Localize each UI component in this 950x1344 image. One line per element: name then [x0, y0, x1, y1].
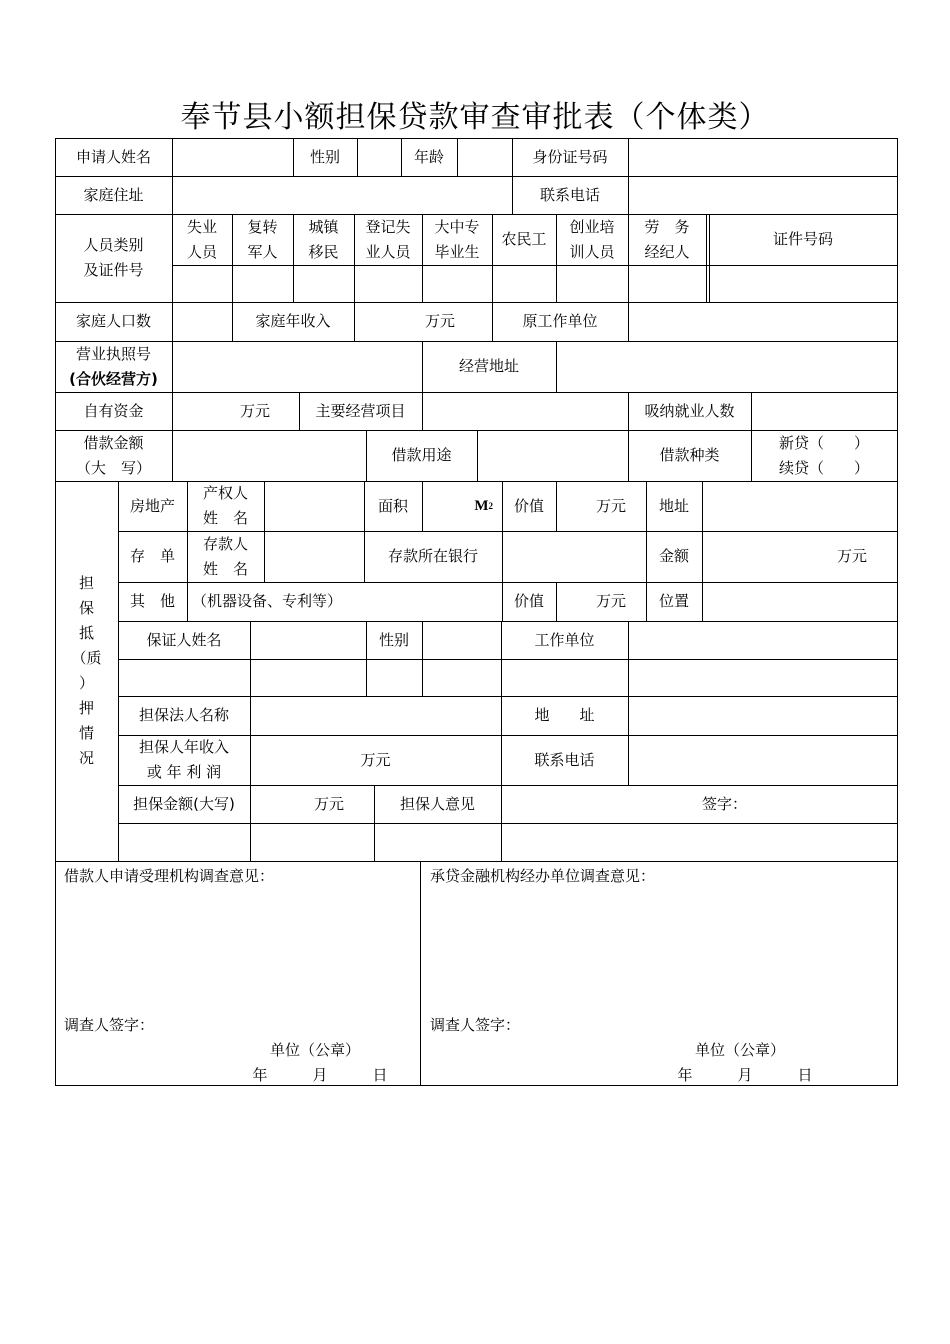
left-date: 年 月 日: [252, 1065, 388, 1084]
label-guarantor-gender: 性别: [378, 630, 409, 649]
main-project-field[interactable]: [423, 393, 627, 429]
label-phone: 联系电话: [539, 185, 600, 204]
label-family-size: 家庭人口数: [75, 312, 151, 330]
guarantee-amount-unit: 万元: [313, 794, 344, 813]
label-area: 面积: [377, 496, 408, 515]
guarantor-signature[interactable]: 签字：: [701, 794, 747, 813]
applicant-name-field[interactable]: [173, 139, 292, 175]
label-deposit: 存 单: [129, 547, 175, 565]
label-business-license: 营业执照号 (合伙经营方): [69, 344, 158, 388]
label-person-category: 人员类别 及证件号: [83, 236, 144, 279]
label-home-address: 家庭住址: [83, 185, 144, 204]
label-owner-name: 产权人 姓 名: [202, 484, 248, 527]
label-location: 位置: [658, 592, 689, 610]
left-opinion-title: 借款人申请受理机构调查意见：: [64, 866, 275, 885]
label-guarantor-opinion: 担保人意见: [399, 794, 475, 813]
type-labor-agent: 劳 务 经纪人: [644, 217, 690, 261]
family-size-field[interactable]: [173, 303, 231, 340]
label-loan-amount: 借款金额 （大 写）: [75, 433, 151, 477]
type-graduate: 大中专 毕业生: [434, 217, 480, 261]
type-registered-unemployed: 登记失 业人员: [365, 217, 411, 261]
form-title: 奉节县小额担保贷款审查审批表（个体类）: [180, 100, 770, 135]
business-address-field[interactable]: [557, 342, 896, 391]
id-number-field[interactable]: [629, 139, 896, 175]
area-unit: M 2: [474, 497, 493, 514]
label-property-address: 地址: [658, 496, 689, 515]
phone-field[interactable]: [629, 177, 896, 213]
home-address-field[interactable]: [173, 177, 511, 213]
guarantor-income-unit: 万元: [360, 750, 391, 769]
collateral-side-label: 担 保 抵 （质 ） 押 情 况: [71, 574, 102, 767]
label-guarantor-name: 保证人姓名: [146, 630, 222, 649]
age-field[interactable]: [458, 139, 511, 175]
label-depositor-name: 存款人 姓 名: [202, 534, 248, 578]
type-migrant: 城镇 移民: [308, 217, 339, 261]
category-checkbox-row[interactable]: [173, 266, 897, 301]
right-date: 年 月 日: [677, 1065, 813, 1084]
type-migrant-worker: 农民工: [501, 230, 547, 248]
label-other-value: 价值: [513, 592, 544, 610]
label-value: 价值: [513, 496, 544, 515]
gender-field[interactable]: [358, 139, 400, 175]
business-license-field[interactable]: [173, 342, 421, 391]
original-employer-field[interactable]: [629, 303, 896, 340]
label-deposit-amount: 金额: [658, 547, 689, 565]
loan-purpose-field[interactable]: [478, 431, 627, 480]
loan-amount-field[interactable]: [173, 431, 365, 480]
label-own-funds: 自有资金: [83, 401, 144, 420]
label-guarantor-employer: 工作单位: [534, 630, 595, 649]
label-guarantor-income: 担保人年收入 或 年 利 润: [138, 738, 229, 781]
label-annual-income: 家庭年收入: [255, 312, 331, 330]
type-unemployed: 失业 人员: [186, 217, 217, 261]
label-cert-number: 证件号码: [772, 230, 833, 248]
loan-type-options[interactable]: [751, 430, 897, 481]
other-note: （机器设备、专利等）: [192, 592, 343, 610]
label-loan-type: 借款种类: [659, 446, 720, 464]
other-value-unit: 万元: [595, 592, 626, 610]
right-unit-seal: 单位（公章）: [694, 1040, 785, 1059]
renew-loan-option[interactable]: 续贷（ ）: [778, 458, 869, 477]
own-funds-unit: 万元: [239, 401, 270, 420]
left-unit-seal: 单位（公章）: [269, 1040, 360, 1059]
label-real-estate: 房地产: [129, 496, 175, 515]
label-other: 其 他: [129, 592, 175, 610]
label-deposit-bank: 存款所在银行: [387, 547, 478, 565]
deposit-amount-unit: 万元: [836, 547, 867, 565]
label-id-number: 身份证号码: [532, 147, 608, 166]
label-original-employer: 原工作单位: [522, 312, 598, 330]
type-veteran: 复转 军人: [247, 217, 278, 261]
right-opinion-field[interactable]: [426, 890, 891, 1010]
label-loan-purpose: 借款用途: [391, 446, 452, 464]
label-employees: 吸纳就业人数: [644, 401, 735, 420]
new-loan-option[interactable]: 新贷（ ）: [778, 433, 869, 452]
right-investigator-signature[interactable]: 调查人签字：: [430, 1015, 521, 1034]
right-opinion-title: 承贷金融机构经办单位调查意见：: [430, 866, 656, 885]
left-investigator-signature[interactable]: 调查人签字：: [64, 1015, 155, 1034]
label-business-address: 经营地址: [458, 357, 519, 375]
label-age: 年龄: [413, 147, 444, 166]
label-legal-name: 担保法人名称: [138, 706, 229, 724]
label-main-project: 主要经营项目: [315, 401, 406, 420]
label-legal-address: 地 址: [534, 706, 595, 724]
label-guarantee-amount: 担保金额(大写): [133, 794, 235, 813]
label-gender: 性别: [309, 147, 340, 166]
label-guarantor-phone: 联系电话: [534, 750, 595, 769]
type-trained-entrepreneur: 创业培 训人员: [569, 217, 615, 261]
employees-field[interactable]: [752, 393, 896, 429]
left-opinion-field[interactable]: [60, 890, 415, 1010]
annual-income-unit: 万元: [424, 312, 455, 330]
label-applicant-name: 申请人姓名: [75, 147, 151, 166]
value-unit: 万元: [595, 496, 626, 515]
